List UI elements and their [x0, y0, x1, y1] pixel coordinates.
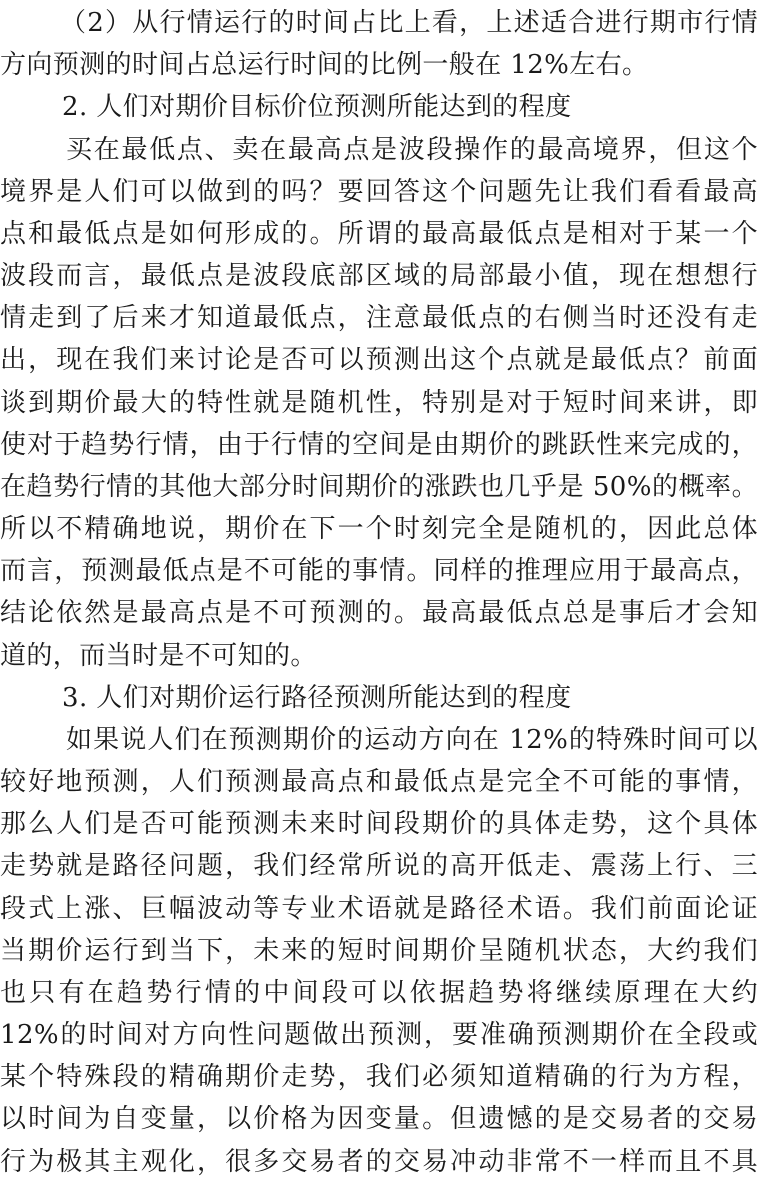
text-line-1: （2）从行情运行的时间占比上看，上述适合进行期市行情: [60, 8, 758, 38]
text-line-24: 也只有在趋势行情的中间段可以依据趋势将继续原理在大约: [0, 978, 758, 1008]
text-line-27: 以时间为自变量，以价格为因变量。但遗憾的是交易者的交易: [0, 1104, 758, 1134]
text-line-18: 如果说人们在预测期价的运动方向在 12%的特殊时间可以: [66, 725, 758, 755]
section-heading-3: 3. 人们对期价运行路径预测所能达到的程度: [62, 683, 572, 713]
text-line-8: 情走到了后来才知道最低点，注意最低点的右侧当时还没有走: [0, 303, 758, 333]
text-line-10: 谈到期价最大的特性就是随机性，特别是对于短时间来讲，即: [0, 388, 758, 418]
text-line-21: 走势就是路径问题，我们经常所说的高开低走、震荡上行、三: [0, 851, 758, 881]
text-line-25: 12%的时间对方向性问题做出预测，要准确预测期价在全段或: [0, 1020, 758, 1050]
text-line-11: 使对于趋势行情，由于行情的空间是由期价的跳跃性来完成的，: [0, 430, 758, 460]
text-line-14: 而言，预测最低点是不可能的事情。同样的推理应用于最高点，: [0, 556, 758, 586]
text-line-6: 点和最低点是如何形成的。所谓的最高最低点是相对于某一个: [0, 219, 758, 249]
text-line-16: 道的，而当时是不可知的。: [0, 641, 317, 671]
text-line-28: 行为极其主观化，很多交易者的交易冲动非常不一样而且不具: [0, 1147, 758, 1177]
text-line-22: 段式上涨、巨幅波动等专业术语就是路径术语。我们前面论证: [0, 894, 758, 924]
text-line-15: 结论依然是最高点是不可预测的。最高最低点总是事后才会知: [0, 598, 758, 628]
text-line-19: 较好地预测，人们预测最高点和最低点是完全不可能的事情，: [0, 767, 758, 797]
text-line-4: 买在最低点、卖在最高点是波段操作的最高境界，但这个: [66, 135, 758, 165]
text-line-5: 境界是人们可以做到的吗？要回答这个问题先让我们看看最高: [0, 177, 758, 207]
text-line-20: 那么人们是否可能预测未来时间段期价的具体走势，这个具体: [0, 809, 758, 839]
text-line-9: 出，现在我们来讨论是否可以预测出这个点就是最低点？前面: [0, 345, 758, 375]
text-line-2: 方向预测的时间占总运行时间的比例一般在 12%左右。: [0, 50, 649, 80]
text-line-12: 在趋势行情的其他大部分时间期价的涨跌也几乎是 50%的概率。: [0, 472, 758, 502]
text-line-26: 某个特殊段的精确期价走势，我们必须知道精确的行为方程，: [0, 1062, 758, 1092]
section-heading-2: 2. 人们对期价目标价位预测所能达到的程度: [62, 92, 572, 122]
text-line-13: 所以不精确地说，期价在下一个时刻完全是随机的，因此总体: [0, 514, 758, 544]
text-line-7: 波段而言，最低点是波段底部区域的局部最小值，现在想想行: [0, 261, 758, 291]
text-line-23: 当期价运行到当下，未来的短时间期价呈随机状态，大约我们: [0, 936, 758, 966]
